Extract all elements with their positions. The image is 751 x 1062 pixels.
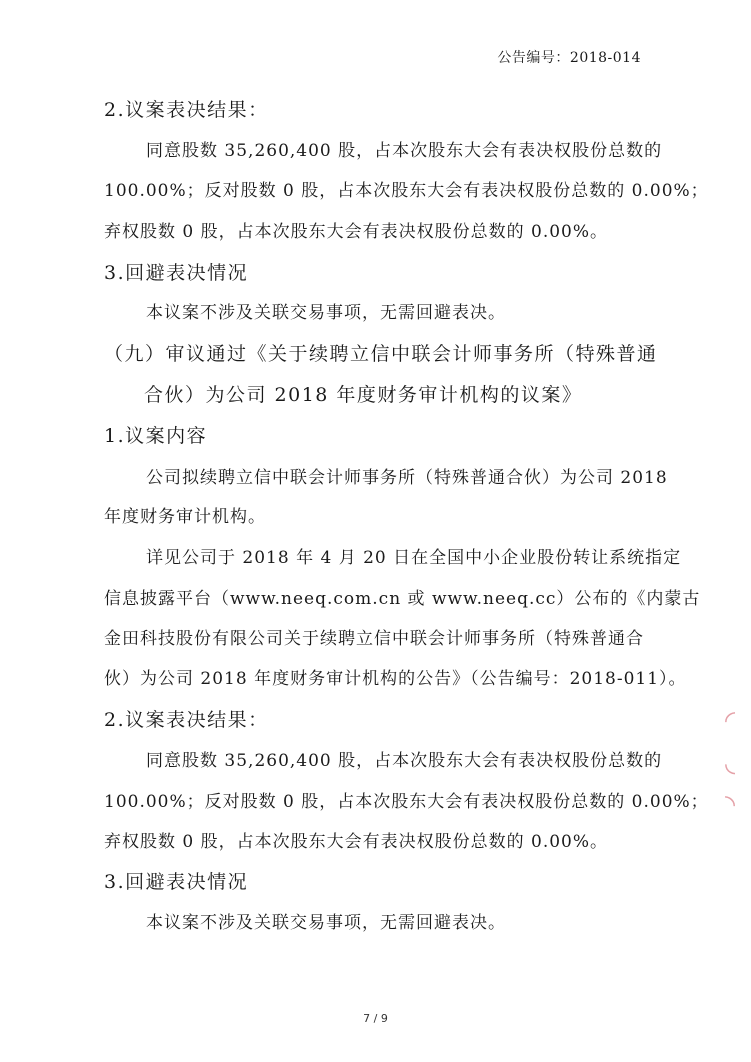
section-heading-recusal: 3.回避表决情况 — [104, 871, 249, 893]
section-heading-vote-result: 2.议案表决结果： — [104, 709, 269, 731]
section-heading-recusal: 3.回避表决情况 — [104, 262, 249, 284]
paragraph-line: 100.00%；反对股数 0 股，占本次股东大会有表决权股份总数的 0.00%； — [104, 181, 709, 201]
paragraph-line: 公司拟续聘立信中联会计师事务所（特殊普通合伙）为公司 2018 — [146, 468, 668, 488]
red-seal-stamp: ◜ ◟ ◝ — [725, 706, 736, 820]
proposal-title-cont: 合伙）为公司 2018 年度财务审计机构的议案》 — [144, 384, 583, 406]
paragraph-line: 弃权股数 0 股，占本次股东大会有表决权股份总数的 0.00%。 — [104, 222, 609, 242]
paragraph-line: 信息披露平台（www.neeq.com.cn 或 www.neeq.cc）公布的《内蒙古 — [104, 589, 701, 609]
announcement-number: 公告编号：2018-014 — [497, 50, 641, 66]
paragraph-line: 本议案不涉及关联交易事项，无需回避表决。 — [146, 913, 506, 933]
paragraph-line: 金田科技股份有限公司关于续聘立信中联会计师事务所（特殊普通合 — [104, 629, 644, 649]
proposal-title: （九）审议通过《关于续聘立信中联会计师事务所（特殊普通 — [104, 343, 658, 365]
paragraph-line: 弃权股数 0 股，占本次股东大会有表决权股份总数的 0.00%。 — [104, 832, 609, 852]
paragraph-line: 同意股数 35,260,400 股，占本次股东大会有表决权股份总数的 — [146, 141, 663, 161]
paragraph-line: 同意股数 35,260,400 股，占本次股东大会有表决权股份总数的 — [146, 751, 663, 771]
paragraph-line: 100.00%；反对股数 0 股，占本次股东大会有表决权股份总数的 0.00%； — [104, 792, 709, 812]
paragraph-line: 本议案不涉及关联交易事项，无需回避表决。 — [146, 303, 506, 323]
section-heading-vote-result: 2.议案表决结果： — [104, 99, 269, 121]
section-heading-content: 1.议案内容 — [104, 425, 208, 447]
page-number: 7 / 9 — [363, 1012, 388, 1025]
paragraph-line: 年度财务审计机构。 — [104, 507, 266, 527]
paragraph-line: 伙）为公司 2018 年度财务审计机构的公告》（公告编号：2018-011）。 — [104, 669, 687, 689]
paragraph-line: 详见公司于 2018 年 4 月 20 日在全国中小企业股份转让系统指定 — [146, 548, 682, 568]
